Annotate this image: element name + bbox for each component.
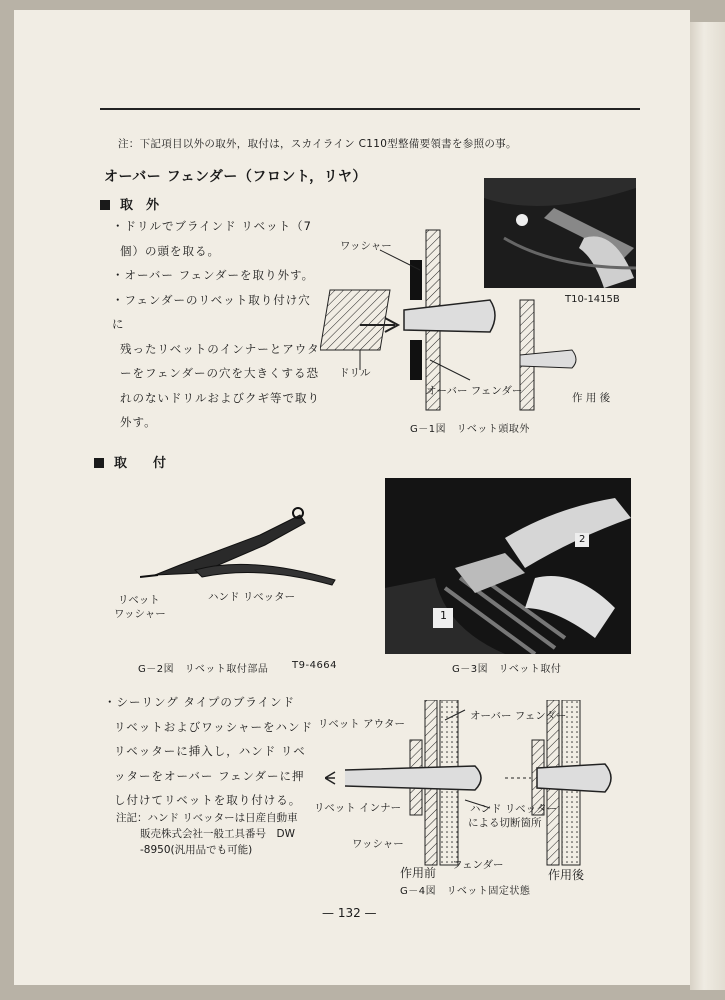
fig4-label-fender: フェンダー [452,859,504,871]
install-step: し付けてリベットを取り付ける。 [114,793,302,807]
header-rule [100,108,640,110]
square-bullet-icon [100,200,110,210]
removal-steps [112,214,322,435]
removal-step: ーをフェンダーの穴を大きくする恐 [120,366,319,380]
removal-step: れのないドリルおよびクギ等で取り [120,390,320,405]
fig4-label-outer: リベット アウター [318,718,406,730]
removal-step: 外す。 [120,415,157,429]
fig2-label-tool: ハンド リベッター [208,591,296,603]
fig4-label-cut2: による切断箇所 [468,817,542,829]
install-step: ッターをオーバー フェンダーに押 [114,768,305,783]
fig1-label-washer: ワッシャー [340,240,392,252]
fig2-hand-riveter-drawing [140,495,350,595]
section-title: オーバー フェンダー（フロント，リヤ） [104,169,367,185]
fig4-label-inner: リベット インナー [314,802,402,814]
fig3-marker-2: 2 [579,534,586,545]
riveting-photo-illustration [385,478,631,654]
fig4-label-washer: ワッシャー [352,838,404,850]
fig4-label-before: 作用前 [400,866,437,880]
fig2-label-rivet: リベット [118,594,160,606]
install-heading [94,452,166,471]
fig4-label-after: 作用後 [548,868,585,882]
fig3-caption: G－3図 リベット取付 [452,664,562,675]
removal-step: ・フェンダーのリベット取り付け穴に [112,292,311,331]
fig1-label-drill: ドリル [339,367,371,379]
fig3-marker-1: 1 [440,609,447,622]
header-note: 注：下記項目以外の取外，取付は，スカイライン C110型整備要領書を参照の事。 [118,138,517,150]
install-note-line: 販売株式会社一般工具番号 DW [140,828,295,840]
removal-heading [100,194,159,213]
install-note-line: 注記：ハンド リベッターは日産自動車 [116,812,298,824]
fig4-caption: G－4図 リベット固定状態 [400,886,531,897]
fig2-caption: G－2図 リベット取付部品 [138,664,269,675]
install-heading-text: 取 付 [114,456,167,471]
install-note [116,810,298,858]
removal-heading-text: 取 外 [120,198,160,213]
removal-step: ・ドリルでブラインド リベット（7 [112,219,312,233]
fig2-code: T9-4664 [292,660,338,671]
install-steps [104,690,314,813]
fig1-label-fender: オーバー フェンダー [426,385,523,397]
install-step: ・シーリング タイプのブラインド [104,695,296,709]
fig1-photo-id: T10-1415B [565,294,620,305]
fig4-label-cut: ハンド リベッター [470,803,558,815]
install-note-line: -8950(汎用品でも可能) [140,844,253,856]
fig4-label-overfender: オーバー フェンダー [470,710,567,722]
square-bullet-icon [94,458,104,468]
fig2-label-washer: ワッシャー [114,608,166,620]
page-edge [690,22,725,990]
install-step: リベットおよびワッシャーをハンド [114,719,313,734]
removal-step: 残ったリベットのインナーとアウタ [120,341,320,356]
fig3-photo [385,478,631,654]
removal-step: 個）の頭を取る。 [120,243,220,258]
fig1-caption: G－1図 リベット頭取外 [410,424,530,435]
fig1-label-after: 作 用 後 [572,392,611,404]
install-step: リベッターに挿入し，ハンド リベ [114,744,306,758]
removal-step: ・オーバー フェンダーを取り外す。 [112,268,315,282]
page-number: — 132 — [322,906,377,920]
